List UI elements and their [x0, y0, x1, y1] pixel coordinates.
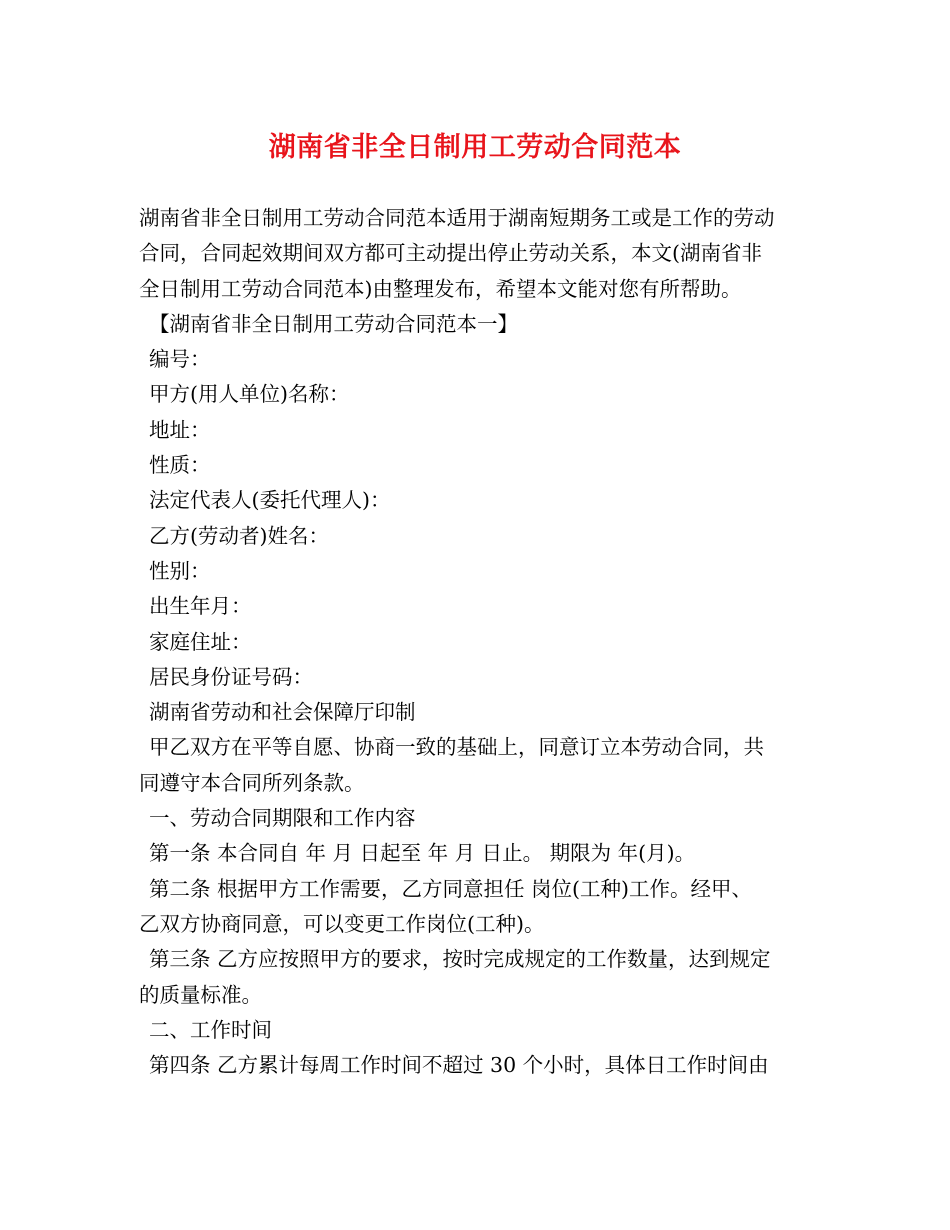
clause-line: 第一条 本合同自 年 月 日起至 年 月 日止。 期限为 年(月)。: [149, 841, 696, 866]
clause-line: 第四条 乙方累计每周工作时间不超过 30 个小时，具体日工作时间由: [149, 1053, 769, 1078]
clause-line: 的质量标准。: [139, 982, 262, 1007]
clause-line: 第三条 乙方应按照甲方的要求，按时完成规定的工作数量，达到规定: [149, 947, 771, 972]
field-label-id-number: 居民身份证号码：: [149, 664, 313, 689]
field-label-nature: 性质：: [149, 453, 211, 478]
field-label-gender: 性别：: [149, 558, 211, 583]
paragraph-line: 合同，合同起效期间双方都可主动提出停止劳动关系，本文(湖南省非: [139, 241, 762, 266]
field-label-birth-date: 出生年月：: [149, 594, 252, 619]
clause-line: 第二条 根据甲方工作需要，乙方同意担任 岗位(工种)工作。经甲、: [149, 876, 753, 901]
section-heading: 【湖南省非全日制用工劳动合同范本一】: [149, 311, 518, 336]
field-label-employee-name: 乙方(劳动者)姓名：: [149, 523, 329, 548]
document-title: 湖南省非全日制用工劳动合同范本: [268, 132, 682, 163]
field-label-home-address: 家庭住址：: [149, 629, 252, 654]
paragraph-line: 全日制用工劳动合同范本)由整理发布，希望本文能对您有所帮助。: [139, 276, 742, 301]
field-label-number: 编号：: [149, 347, 211, 372]
section-heading: 一、劳动合同期限和工作内容: [149, 806, 416, 831]
section-heading: 二、工作时间: [149, 1017, 272, 1042]
clause-line: 乙双方协商同意，可以变更工作岗位(工种)。: [139, 911, 545, 936]
issuer-line: 湖南省劳动和社会保障厅印制: [149, 700, 416, 725]
paragraph-line: 同遵守本合同所列条款。: [139, 770, 365, 795]
paragraph-line: 甲乙双方在平等自愿、协商一致的基础上，同意订立本劳动合同，共: [149, 735, 764, 760]
document-body: [139, 201, 819, 1083]
field-label-employer-name: 甲方(用人单位)名称：: [149, 382, 350, 407]
field-label-address: 地址：: [149, 417, 211, 442]
field-label-legal-representative: 法定代表人(委托代理人)：: [149, 488, 391, 513]
paragraph-line: 湖南省非全日制用工劳动合同范本适用于湖南短期务工或是工作的劳动: [139, 206, 775, 230]
